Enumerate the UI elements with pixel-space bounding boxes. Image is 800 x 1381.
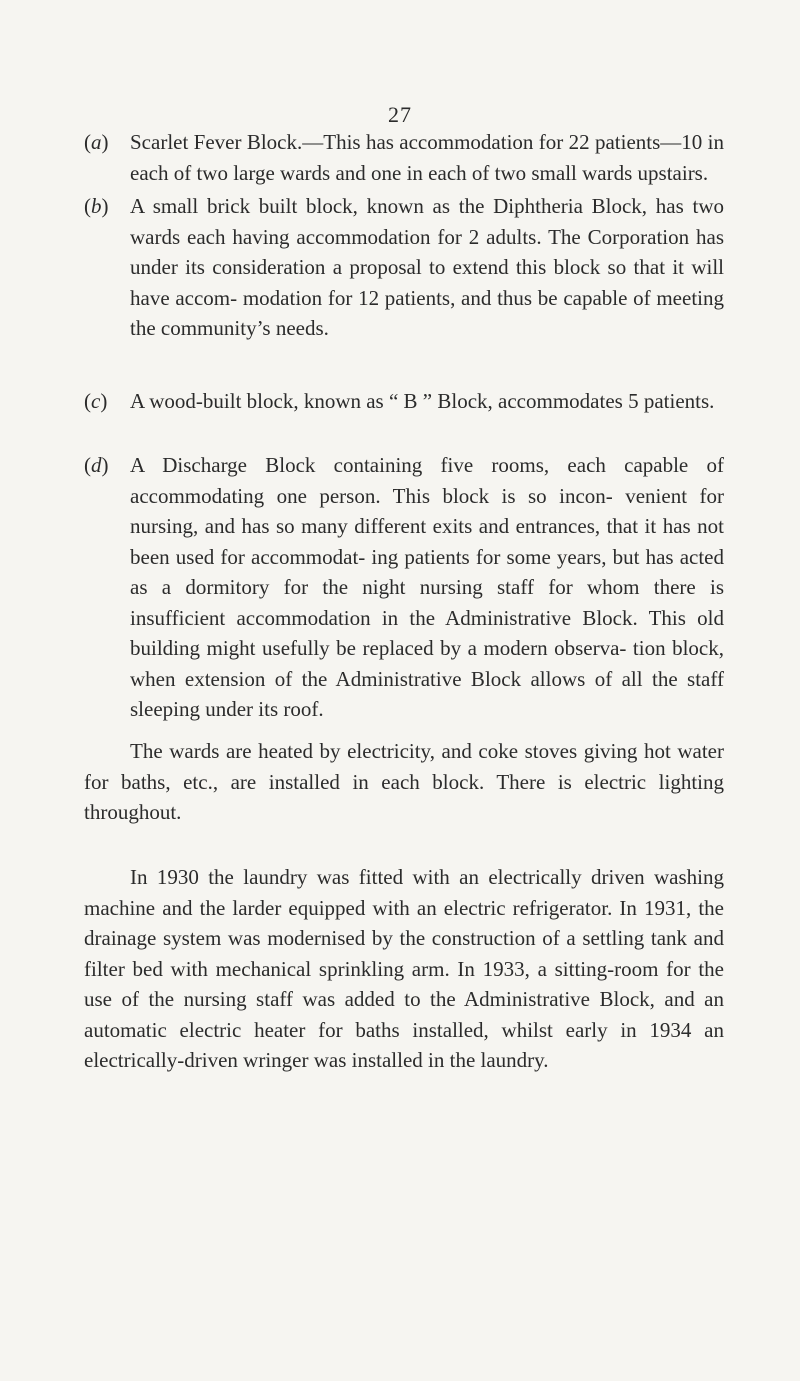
item-text-a: Scarlet Fever Block.—This has accommodation for 22 patients—10 in each of two large wards and one in each of two small wards upstairs. (130, 130, 724, 185)
list-item-a (84, 127, 724, 188)
paragraph-improvements: In 1930 the laundry was fitted with an electrically driven washing machine and the larder equipped with an electric refrigerator. In 1931, the drainage system was modernised by the construction of a settling tank and filter bed with mechanical sprinkling arm. In 1933, a sitting-room for the use of the nursing staff was added to the Administrative Block, and an automatic electric heater for baths installed, whilst early in 1934 an electrically-driven wringer was installed in the laundry. (84, 865, 724, 1072)
item-label-a: (a) (84, 130, 109, 154)
paragraph-heating: The wards are heated by electricity, and coke stoves giving hot water for baths, etc., are installed in each block. There is electric lighting throughout. (84, 739, 724, 824)
item-text-d: A Discharge Block containing five rooms, each capable of accommodating one person. This block is so incon- venient for nursing, and has so many different exits and entrances, that it has not been used for accommodat- ing patients for some years, but has acted as a dormitory for the night nursing staff for whom there is insufficient accommodation in the Administrative Block. This old building might usefully be replaced by a modern observa- tion block, when extension of the Administrative Block allows of all the staff sleeping under its roof. (130, 453, 724, 721)
item-label-c: (c) (84, 389, 108, 413)
item-label-b: (b) (84, 194, 109, 218)
item-text-c: A wood-built block, known as “ B ” Block, accommodates 5 patients. (130, 389, 715, 413)
item-text-b: A small brick built block, known as the Diphtheria Block, has two wards each having accommodation for 2 adults. The Corporation has under its consideration a proposal to extend this block so that it will have accom- modation for 12 patients, and thus be capable of meeting the community’s needs. (130, 194, 724, 340)
item-label-d: (d) (84, 453, 109, 477)
list-item-c (84, 386, 724, 417)
list-item-b (84, 191, 724, 344)
page-number: 27 (388, 102, 412, 127)
list-item-d (84, 450, 724, 725)
